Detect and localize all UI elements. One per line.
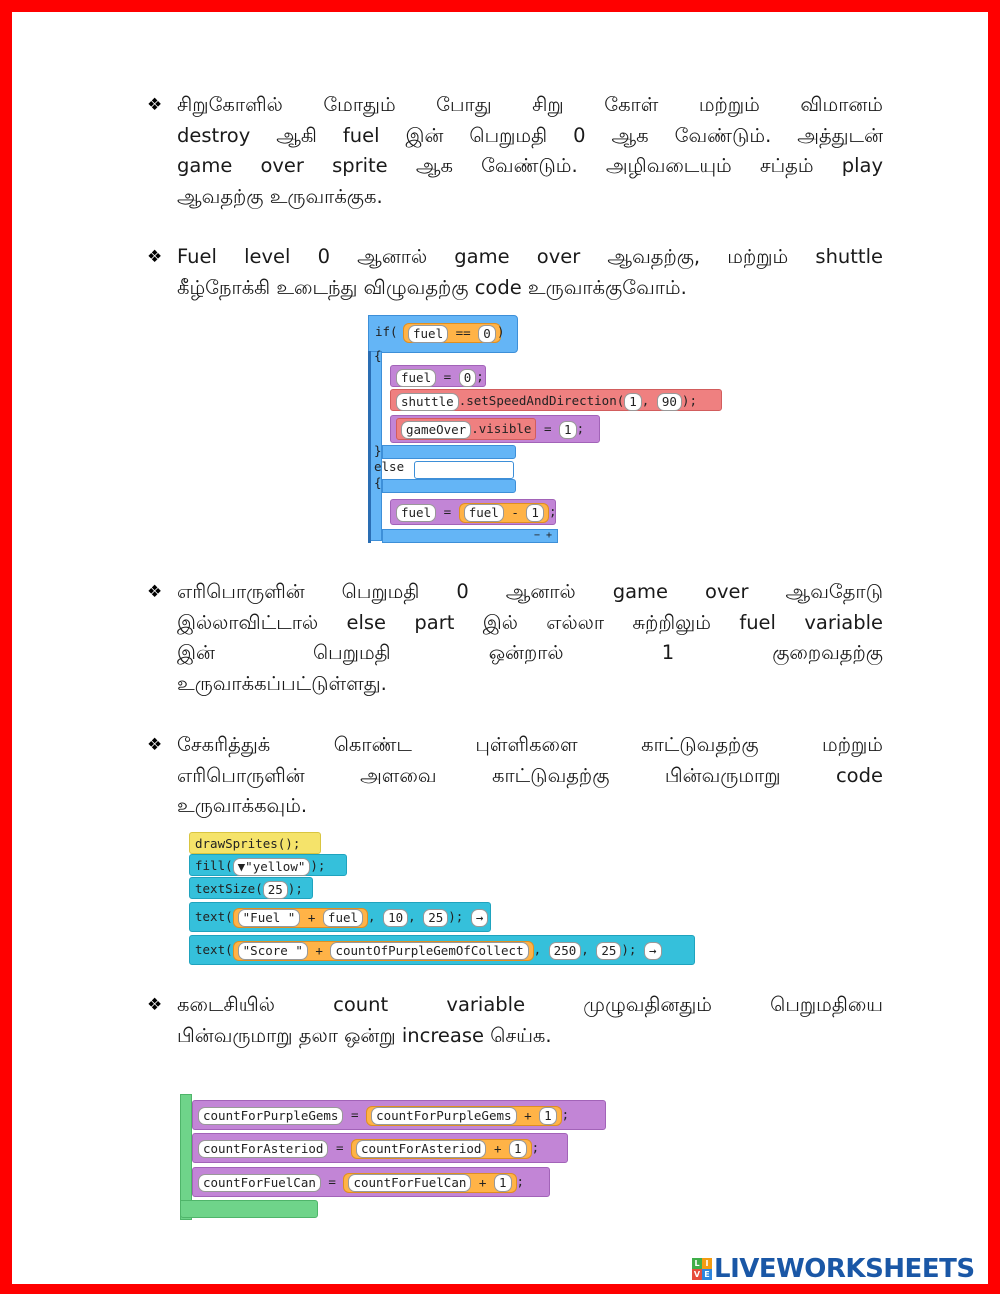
text-line: இன் பெறுமதி ஒன்றால் 1 குறைவதற்கு bbox=[177, 641, 883, 664]
fuel-decrement: fuel = fuel - 1 ; bbox=[390, 499, 556, 525]
bullet-paragraph-3 bbox=[147, 577, 883, 699]
bullet-diamond-icon: ❖ bbox=[147, 582, 163, 602]
text-line: game over sprite ஆக வேண்டும். அழிவடையும் சப்தம் play bbox=[177, 154, 883, 177]
if-block-footer bbox=[382, 445, 516, 459]
bullet-diamond-icon: ❖ bbox=[147, 995, 163, 1015]
code-block-if-fuel: if( fuel == 0 ) { fuel = 0 ; shuttle .setSpeedAndDirection( 1 , 90 ); gameOver .visible = 1 ; } else { fuel = fuel - 1 ; − + bbox=[368, 315, 728, 543]
code-block-counters bbox=[180, 1094, 608, 1220]
text-line: உருவாக்கப்பட்டுள்ளது. bbox=[177, 671, 387, 695]
text-score-call: text( "Score " + countOfPurpleGemOfCollect , 250 , 25 ); → bbox=[189, 935, 695, 965]
text-line: destroy ஆகி fuel இன் பெறுமதி 0 ஆக வேண்டும். அத்துடன் bbox=[177, 123, 883, 147]
text-line: கீழ்நோக்கி உடைந்து விழுவதற்கு code உருவாக்குவோம். bbox=[177, 275, 687, 299]
bullet-paragraph-1 bbox=[147, 90, 883, 212]
textsize-call: textSize( 25 ); bbox=[189, 877, 313, 899]
text-line: ஆவதற்கு உருவாக்குக. bbox=[177, 184, 383, 208]
draw-sprites-call: drawSprites(); bbox=[189, 832, 321, 854]
text-line: சிறுகோளில் மோதும் போது சிறு கோள் மற்றும் விமானம் bbox=[177, 93, 883, 116]
text-line: சேகரித்துக் கொண்ட புள்ளிகளை காட்டுவதற்கு மற்றும் bbox=[177, 733, 883, 756]
arrow-icon: → bbox=[644, 942, 662, 960]
if-block: if( fuel == 0 ) bbox=[368, 315, 518, 353]
dropdown-arrow-icon: ▼ bbox=[237, 858, 246, 874]
event-block-footer bbox=[180, 1200, 318, 1218]
arrow-icon: → bbox=[471, 909, 489, 927]
bullet-diamond-icon: ❖ bbox=[147, 247, 163, 267]
else-footer: − + bbox=[382, 529, 558, 543]
condition-slot: fuel == 0 bbox=[403, 323, 501, 343]
shuttle-set-speed: shuttle .setSpeedAndDirection( 1 , 90 ); bbox=[390, 389, 722, 411]
fill-call: fill( ▼"yellow" ); bbox=[189, 854, 347, 876]
logo-text: LIVEWORKSHEETS bbox=[714, 1254, 975, 1284]
code-block-draw-text bbox=[189, 828, 697, 966]
liveworksheets-logo[interactable] bbox=[692, 1252, 975, 1286]
text-line: எரிபொருளின் பெறுமதி 0 ஆனால் game over ஆவதோடு bbox=[177, 580, 883, 603]
text-line: Fuel level 0 ஆனால் game over ஆவதற்கு, மற்றும் shuttle bbox=[177, 245, 883, 268]
bullet-paragraph-2 bbox=[147, 242, 883, 303]
text-line: உருவாக்கவும். bbox=[177, 794, 308, 817]
logo-mark-icon: L I V E bbox=[692, 1258, 712, 1280]
else-header bbox=[382, 479, 516, 493]
assign-fuel-zero: fuel = 0 ; bbox=[390, 365, 486, 387]
gameover-visible: gameOver .visible = 1 ; bbox=[390, 415, 600, 443]
else-slot bbox=[414, 461, 514, 479]
text-line: எரிபொருளின் அளவை காட்டுவதற்கு பின்வருமாறு code bbox=[177, 763, 883, 787]
increment-row: countForPurpleGems = countForPurpleGems + 1 ; bbox=[192, 1100, 606, 1130]
text-line: பின்வருமாறு தலா ஒன்று increase செய்க. bbox=[177, 1023, 552, 1047]
bullet-paragraph-4 bbox=[147, 730, 883, 822]
bullet-diamond-icon: ❖ bbox=[147, 735, 163, 755]
increment-row: countForAsteriod = countForAsteriod + 1 ; bbox=[192, 1133, 568, 1163]
bullet-diamond-icon: ❖ bbox=[147, 95, 163, 115]
bullet-paragraph-5 bbox=[147, 990, 883, 1051]
text-line: இல்லாவிட்டால் else part இல் எல்லா சுற்றிலும் fuel variable bbox=[177, 610, 883, 634]
text-line: கடைசியில் count variable முழுவதினதும் பெறுமதியை bbox=[177, 993, 883, 1016]
increment-row: countForFuelCan = countForFuelCan + 1 ; bbox=[192, 1167, 550, 1197]
text-fuel-call: text( "Fuel " + fuel , 10 , 25 ); → bbox=[189, 902, 491, 932]
